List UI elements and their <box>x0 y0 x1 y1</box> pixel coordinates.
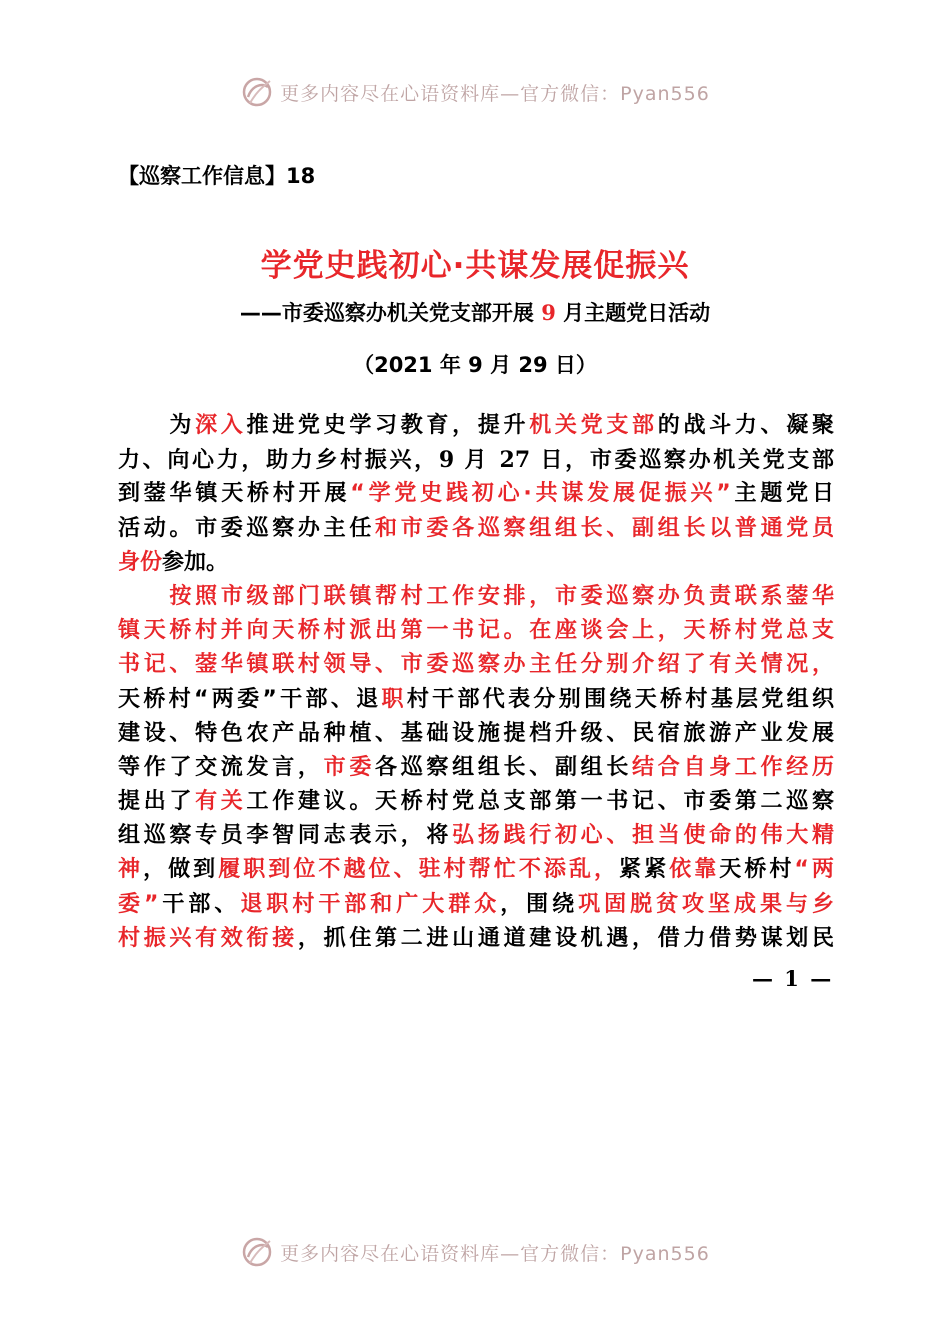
body-line <box>118 512 834 546</box>
body-text: 等作了交流发言， <box>118 754 324 780</box>
body-line <box>118 751 834 785</box>
body-text: 9 <box>438 447 455 474</box>
body-line <box>118 409 834 443</box>
body-text: 各巡察组组长、副组长 <box>375 754 633 780</box>
body-line <box>118 785 834 819</box>
body-text: 干部、 <box>158 891 241 917</box>
body-text: 日，市委巡察办机关党支部 <box>530 448 834 474</box>
body-text: 月 <box>454 448 500 474</box>
body-line <box>118 717 834 751</box>
highlighted-text: 和市委各巡察组组长、副组长以普通党员 <box>375 515 834 541</box>
highlighted-text: “学党史践初心·共谋发展促振兴” <box>350 481 731 507</box>
highlighted-text: 镇天桥村并向天桥村派出第一书记。在座谈会上，天桥村党总支 <box>118 618 834 644</box>
watermark-footer <box>0 1232 950 1272</box>
highlighted-text: 村振兴有效衔接 <box>118 925 298 951</box>
body-text: 力、向心力，助力乡村振兴， <box>118 448 439 474</box>
body-text: 组巡察专员李智同志表示，将 <box>118 823 453 849</box>
document-body <box>118 409 834 956</box>
watermark-logo-icon <box>240 75 274 109</box>
highlighted-text: 结合自身工作经历 <box>632 754 834 780</box>
body-text: 参加。 <box>162 549 229 575</box>
highlighted-text: “两 <box>794 857 834 883</box>
body-line <box>118 819 834 853</box>
body-line <box>118 546 834 580</box>
highlighted-text: 神 <box>118 857 144 883</box>
document-date: （2021 年 9 月 29 日） <box>353 353 597 377</box>
body-text: ，围绕 <box>500 891 579 917</box>
body-line <box>118 648 834 682</box>
body-line <box>118 683 834 717</box>
highlighted-text: 身份 <box>118 549 163 575</box>
body-text: 工作建议。天桥村党总支部第一书记、市委第二巡察 <box>246 789 834 815</box>
highlighted-text: 退职村干部和广大群众 <box>240 891 501 917</box>
watermark-text: 更多内容尽在心语资料库—官方微信：Pyan556 <box>280 1242 710 1265</box>
body-text: 紧紧 <box>619 857 670 883</box>
body-text: ，做到 <box>143 857 219 883</box>
watermark-header <box>0 72 950 112</box>
body-text: 到蓥华镇天桥村开展 <box>118 481 351 507</box>
body-text: 为 <box>118 413 196 438</box>
highlighted-text: 巩固脱贫攻坚成果与乡 <box>578 891 834 917</box>
body-text: 27 <box>499 447 531 474</box>
body-text: 活动。市委巡察办主任 <box>118 515 376 541</box>
body-text: ，抓住第二进山通道建设机遇，借力借势谋划民 <box>297 925 834 951</box>
highlighted-text: 有关 <box>195 789 247 815</box>
highlighted-text: 机关党支部 <box>529 413 658 438</box>
body-text: 村干部代表分别围绕天桥村基层党组织 <box>406 686 834 712</box>
highlighted-text: 委” <box>118 891 159 917</box>
highlighted-text: 按照市级部门联镇帮村工作安排，市委巡察办负责联系蓥华 <box>118 583 834 609</box>
body-text: 建设、特色农产品种植、基础设施提档升级、民宿旅游产业发展 <box>118 720 834 746</box>
body-line <box>118 580 834 614</box>
highlighted-text: 依靠 <box>669 857 720 883</box>
document-tag: 【巡察工作信息】18 <box>118 164 316 188</box>
body-line <box>118 922 834 956</box>
body-text: 提出了 <box>118 789 196 815</box>
highlighted-text: 深入 <box>195 413 247 438</box>
highlighted-text: 书记、蓥华镇联村领导、市委巡察办主任分别介绍了有关情况， <box>118 652 834 678</box>
body-text: 天桥村“两委”干部、退 <box>118 686 382 712</box>
body-line <box>118 477 834 511</box>
highlighted-text: 市委 <box>323 754 376 780</box>
highlighted-text: 弘扬践行初心、担当使命的伟大精 <box>452 823 834 849</box>
body-text: 天桥村 <box>719 857 795 883</box>
page-number: — 1 — <box>752 966 834 991</box>
watermark-logo-icon <box>240 1235 274 1269</box>
body-line <box>118 888 834 922</box>
body-text: 推进党史学习教育，提升 <box>246 413 530 438</box>
body-text: 主题党日 <box>730 481 834 507</box>
watermark-text: 更多内容尽在心语资料库—官方微信：Pyan556 <box>280 82 710 105</box>
highlighted-text: 职 <box>381 686 407 712</box>
body-line <box>118 614 834 648</box>
document-title: 学党史践初心·共谋发展促振兴 <box>260 248 690 284</box>
document-subtitle: ——市委巡察办机关党支部开展 9 月主题党日活动 <box>239 300 711 325</box>
body-line <box>118 853 834 887</box>
body-text: 的战斗力、凝聚 <box>657 413 834 438</box>
body-line <box>118 443 834 477</box>
highlighted-text: 履职到位不越位、驻村帮忙不添乱， <box>218 857 620 883</box>
